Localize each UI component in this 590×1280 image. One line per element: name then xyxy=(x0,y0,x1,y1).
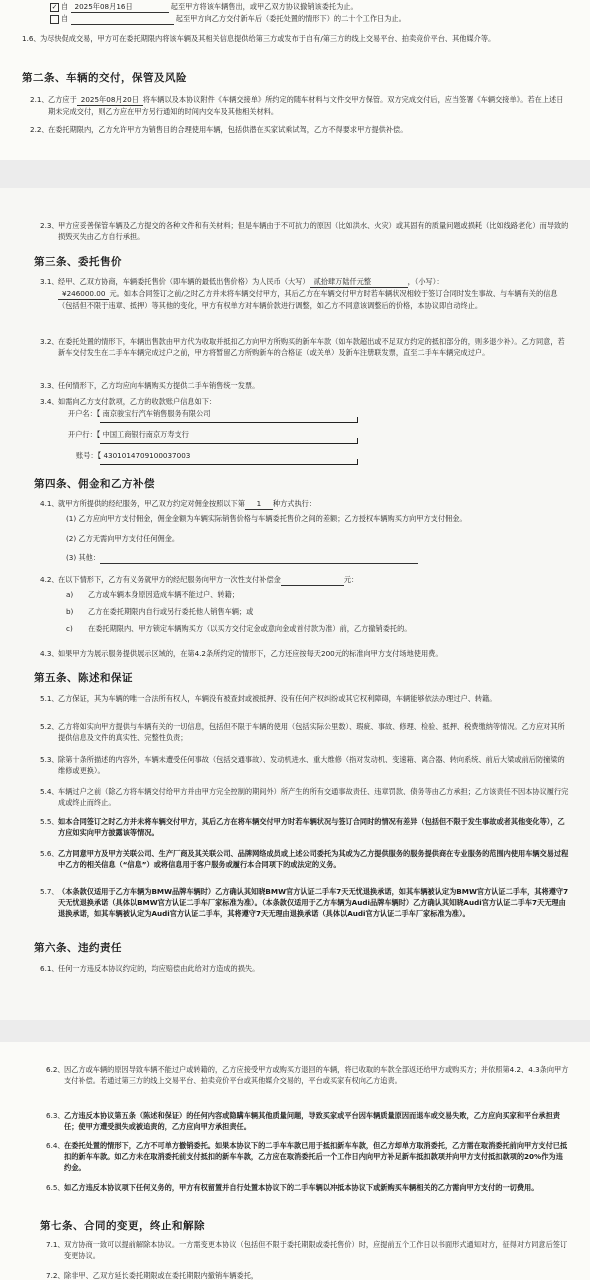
bank-value: 中国工商银行南京万寿支行 xyxy=(102,430,189,439)
commission-choice-value: 1 xyxy=(245,498,273,510)
clause-3-4-number: 3.4、 xyxy=(40,397,59,406)
clause-4-2-c: c) 在委托期限内、甲方锁定车辆购买方（以买方交付定金或意向金或首付款为准）前，乙方撤销委托的。 xyxy=(66,624,412,633)
clause-6-1: 任何一方违反本协议约定的，均应赔偿由此给对方造成的损失。 xyxy=(58,964,260,973)
bracket-end xyxy=(357,438,358,444)
clause-2-1: 乙方应于 2025年08月20日 将车辆以及本协议附件《车辆交接单》所约定的随车材料与文件交甲方保管。双方完成交付后，应当签署《车辆交接单》。若在上述日期未完成交付，则乙方应在甲方另行通知的时间内交车及其他相关材料。 xyxy=(48,95,564,116)
clause-7-2: 除非甲、乙双方延长委托期限或在委托期限内撤销车辆委托， xyxy=(64,1271,259,1280)
commission-option-3: (3) 其他： xyxy=(66,552,571,564)
clause-6-3-number: 6.3、 xyxy=(46,1111,65,1120)
clause-4-3-number: 4.3、 xyxy=(40,649,59,658)
clause-5-5: 如本合同签订之时乙方并未将车辆交付甲方，其后乙方在将车辆交付甲方时若车辆状况与签订合同时的情况有差异（包括但不限于发生事故或者其他变化等），乙方应如实向甲方披露该等情况。 xyxy=(58,817,565,837)
account-name-row: 开户名：【 南京骏宝行汽车销售服务有限公司 xyxy=(68,409,211,418)
account-number-value: 4301014709100037003 xyxy=(103,451,191,460)
clause-5-1-number: 5.1、 xyxy=(40,694,59,703)
clause-5-2-number: 5.2、 xyxy=(40,722,59,731)
clause-5-5-number: 5.5、 xyxy=(40,817,59,826)
clause-5-1: 乙方保证，其为车辆的唯一合法所有权人，车辆没有被查封或被抵押、没有任何产权纠纷或其它权利障碍，车辆能够依法办理过户、转籍。 xyxy=(58,694,497,703)
clause-5-7-number: 5.7、 xyxy=(40,887,59,896)
other-blank xyxy=(100,552,418,564)
clause-3-2-number: 3.2、 xyxy=(40,337,59,346)
clause-3-4: 如需向乙方支付款项，乙方的收款账户信息如下： xyxy=(58,397,217,406)
clause-2-3: 甲方应妥善保管车辆及乙方提交的各种文件和有关材料；但是车辆由于不可抗力的原因（比如洪水、火灾）或其固有的质量问题或损耗（比如线路老化）而导致的损毁灭失由乙方自行承担。 xyxy=(58,221,569,241)
account-number-underline xyxy=(100,464,358,465)
clause-3-2: 在委托处置的情形下，车辆出售款由甲方代为收取并抵扣乙方向甲方所购买的新车车款（如车款超出或不足双方约定的抵扣部分的，则多退少补）。乙方同意，若新车交付发生在二手车车辆完成过户之前，甲方将暂留乙方所购新车的合格证（或关单）及新车注册联发票，直至二手车车辆完成过户。 xyxy=(58,337,565,357)
commission-option-2: (2) 乙方无需向甲方支付任何佣金。 xyxy=(66,534,180,543)
clause-6-1-number: 6.1、 xyxy=(40,964,59,973)
bank-row: 开户行：【 中国工商银行南京万寿支行 xyxy=(68,430,189,439)
clause-3-3: 任何情形下，乙方均应向车辆购买方提供二手车销售统一发票。 xyxy=(58,381,260,390)
price-uppercase-value: 贰拾肆万陆仟元整 xyxy=(310,276,408,288)
compensation-blank xyxy=(281,574,344,586)
clause-5-2: 乙方将如实向甲方提供与车辆有关的一切信息，包括但不限于车辆的使用（包括实际公里数）、瑕疵、事故、修理、检验、抵押、税费缴纳等情况。乙方应对其所提供信息及文件的真实性、完整性负责； xyxy=(58,722,565,742)
account-number-row: 账号：【 4301014709100037003 xyxy=(76,451,191,460)
clause-2-2: 在委托期限内，乙方允许甲方为销售目的合理使用车辆，包括供潜在买家试乘试驾，乙方不得要求甲方提供补偿。 xyxy=(48,125,408,134)
bracket-end xyxy=(357,417,358,423)
article-4-title: 第四条、佣金和乙方补偿 xyxy=(34,478,155,490)
clause-7-1: 双方协商一致可以提前解除本协议。一方需变更本协议（包括但不限于委托期限或委托售价）时，应提前五个工作日以书面形式通知对方，征得对方同意后签订变更协议。 xyxy=(64,1240,568,1260)
clause-5-3-number: 5.3、 xyxy=(40,755,59,764)
clause-1-6: 为尽快促成交易，甲方可在委托期限内将该车辆及其相关信息提供给第三方或发布于自有/第三方的线上交易平台、拍卖竞价平台、其他媒介等。 xyxy=(40,34,496,43)
start-date-value: 2025年08月16日 xyxy=(71,1,169,13)
clause-4-3: 如果甲方为展示服务提供展示区域的，在第4.2条所约定的情形下，乙方还应按每天200元的标准向甲方支付场地使用费。 xyxy=(58,649,443,658)
article-5-title: 第五条、陈述和保证 xyxy=(34,672,133,684)
clause-7-1-number: 7.1、 xyxy=(46,1240,65,1249)
commission-option-1: (1) 乙方应向甲方支付佣金，佣金金额为车辆实际销售价格与车辆委托售价之间的差额；乙方授权车辆购买方向甲方支付佣金。 xyxy=(66,514,467,523)
price-amount-value: ¥246000.00 xyxy=(58,288,109,300)
clause-1-6-number: 1.6、 xyxy=(22,34,41,43)
clause-6-4-number: 6.4、 xyxy=(46,1141,65,1150)
clause-6-5: 如乙方违反本协议项下任何义务的，甲方有权留置并自行处置本协议下的二手车辆以冲抵本协议下或新购买车辆相关的乙方需向甲方支付的一切费用。 xyxy=(64,1183,539,1192)
clause-6-4: 在委托处置的情形下，乙方不可单方撤销委托。如果本协议下的二手车车款已用于抵扣新车车款，但乙方却单方取消委托，乙方需在取消委托前向甲方支付已抵扣的新车车款。如乙方未在取消委托前支付抵扣的新车车款，乙方应在取消委托后一个工作日内向甲方补足新车抵扣款项并向甲方支付抵扣款项的20%作为违约金。 xyxy=(64,1141,568,1172)
article-6-title: 第六条、违约责任 xyxy=(34,942,122,954)
clause-7-2-number: 7.2、 xyxy=(46,1271,65,1280)
clause-6-3: 乙方违反本协议第五条（陈述和保证）的任何内容或隐瞒车辆其他质量问题，导致买家或平台因车辆质量原因而退车或交易失败，乙方应向买家和平台承担责任；使甲方遭受损失或被追责的，乙方应向甲方承担责任。 xyxy=(64,1111,560,1131)
clause-4-2-number: 4.2、 xyxy=(40,575,59,584)
clause-4-2: 在以下情形下，乙方有义务就甲方的经纪服务向甲方一次性支付补偿金 元： xyxy=(58,575,359,584)
clause-4-2-b: b) 乙方在委托期限内自行或另行委托他人销售车辆；或 xyxy=(66,607,254,616)
clause-3-1: 经甲、乙双方协商，车辆委托售价（即车辆的最低出售价格）为人民币（大写） 贰拾肆万陆仟元整 ，（小写）： ¥246000.00 元。如本合同签订之前/之时乙方并未将车辆交付甲方，其后乙方在车辆交付甲方时若车辆状况相较于签订合同时发生事故、与车辆有关的信息（包括但不限于违章、抵押）等其他的变化，甲方有权单方对车辆价款进行调整，如乙方不同意该调整后的价格，本协议即自动终止。 xyxy=(58,277,558,310)
clause-2-1-number: 2.1、 xyxy=(30,95,49,104)
contract-page-1 xyxy=(0,0,590,160)
option-row-2: 自 起至甲方向乙方交付新车后（委托处置的情形下）的二十个工作日为止。 xyxy=(50,13,570,25)
clause-6-2-number: 6.2、 xyxy=(46,1065,65,1074)
clause-2-2-number: 2.2、 xyxy=(30,125,49,134)
clause-3-3-number: 3.3、 xyxy=(40,381,59,390)
checkbox-empty-icon[interactable] xyxy=(50,15,59,24)
clause-5-6-number: 5.6、 xyxy=(40,849,59,858)
clause-5-6: 乙方同意甲方及甲方关联公司、生产厂商及其关联公司、品牌网络成员或上述公司委托为其或为乙方提供服务的服务提供商在专业服务的范围内使用车辆交易过程中乙方的相关信息（“信息”）或将信息用于客户服务或履行本合同项下的或法定的义务。 xyxy=(58,849,569,869)
option-row-1: ✓ 自 2025年08月16日 起至甲方将该车辆售出，或甲乙双方协议撤销该委托为止。 xyxy=(51,2,358,11)
clause-4-1: 就甲方所提供的经纪服务，甲乙双方约定对佣金按照以下第 1 种方式执行： xyxy=(58,499,317,508)
delivery-date-value: 2025年08月20日 xyxy=(77,94,143,106)
clause-5-4: 车辆过户之前（除乙方将车辆交付给甲方并由甲方完全控制的期间外）所产生的所有交通事故责任、违章罚款、债务等由乙方承担；乙方该责任不因本协议履行完成或终止而终止。 xyxy=(58,787,569,807)
article-7-title: 第七条、合同的变更，终止和解除 xyxy=(40,1220,205,1232)
article-2-title: 第二条、车辆的交付，保管及风险 xyxy=(22,72,187,84)
date-blank xyxy=(71,13,174,25)
clause-2-3-number: 2.3、 xyxy=(40,221,59,230)
clause-4-2-a: a) 乙方或车辆本身原因造成车辆不能过户、转籍； xyxy=(66,590,239,599)
account-name-value: 南京骏宝行汽车销售服务有限公司 xyxy=(102,409,211,418)
clause-5-7: （本条款仅适用于乙方车辆为BMW品牌车辆时）乙方确认其知晓BMW官方认证二手车7天无忧退换承诺，如其车辆被认定为BMW官方认证二手车，其将遵守7天无忧退换承诺（具体以BMW官方认证二手车厂家标准为准）。（本条款仅适用于乙方车辆为Audi品牌车辆时）乙方确认其知晓Audi官方认证二手车7天无理由退换承诺，如其车辆被认定为Audi官方认证二手车，其将遵守7天无理由退换承诺（具体以Audi官方认证二手车厂家标准为准）。 xyxy=(58,887,569,918)
article-3-title: 第三条、委托售价 xyxy=(34,256,122,268)
bracket-end xyxy=(357,459,358,465)
clause-4-1-number: 4.1、 xyxy=(40,499,59,508)
checkbox-checked-icon[interactable]: ✓ xyxy=(51,2,58,11)
bank-underline xyxy=(100,443,358,444)
clause-3-1-number: 3.1、 xyxy=(40,277,59,286)
clause-6-2: 因乙方或车辆的原因导致车辆不能过户或转籍的，乙方应接受甲方或购买方退回的车辆，将已收取的车款全部返还给甲方或购买方；并依照第4.2、4.3条向甲方支付补偿。若通过第三方的线上交易平台、拍卖竞价平台或其他媒介交易的，平台或买家有权向乙方追责。 xyxy=(64,1065,569,1085)
contract-page-2 xyxy=(0,188,590,1020)
clause-6-5-number: 6.5、 xyxy=(46,1183,65,1192)
contract-page-3 xyxy=(0,1042,590,1280)
clause-5-3: 除第十条所描述的内容外，车辆未遭受任何事故（包括交通事故）、发动机进水、重大维修（指对发动机、变速箱、离合器、转向系统、前后大梁或前后防撞梁的维修或更换）。 xyxy=(58,755,565,775)
clause-5-4-number: 5.4、 xyxy=(40,787,59,796)
account-name-underline xyxy=(100,422,358,423)
